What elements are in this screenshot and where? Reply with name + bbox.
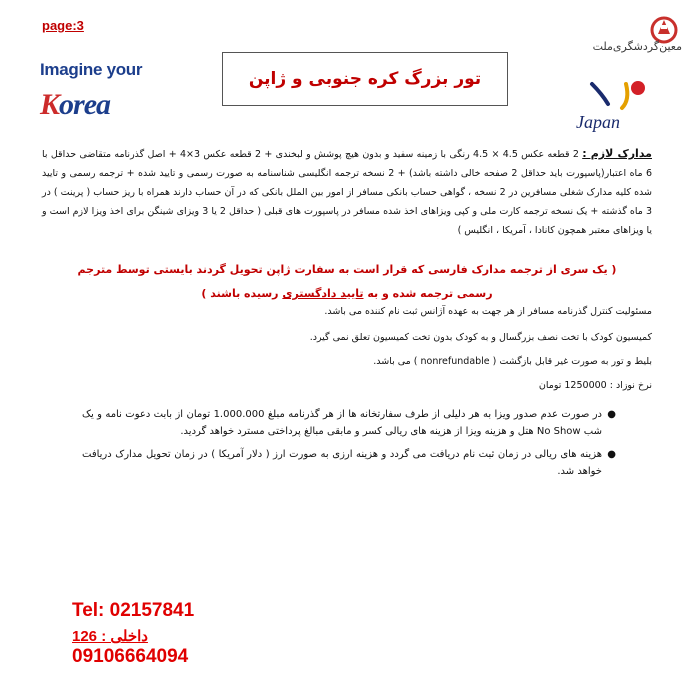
info-line-commission: کمیسیون کودک با تخت نصف بزرگسال و به کودک بدون تخت کمیسیون تعلق نمی گیرد. [309, 332, 652, 343]
brand-logo-icon [544, 12, 684, 62]
title-box [222, 52, 508, 106]
translation-note-line2 [42, 282, 652, 306]
info-line-infant-rate: نرخ نوزاد : 1250000 تومان [538, 380, 652, 391]
translation-note [42, 258, 652, 306]
list-item [82, 406, 616, 440]
note-part-b: تایید دادگستری [282, 287, 364, 300]
japan-logo-icon [572, 78, 656, 134]
page-number: page:3 [42, 18, 84, 33]
list-item-text: در صورت عدم صدور ویزا به هر دلیلی از طرف سفارتخانه ها از هر گذرنامه مبلغ 1.000.000 تومان از بابت دعوت نامه و یک شب No Show هتل و هزینه ویزا از هزینه های ریالی کسر و مابقی مبالغ پرداختی مسترد خواهد گردید. [82, 409, 602, 437]
japan-logo-text: Japan [576, 112, 620, 132]
korea-logo-k: K [40, 88, 60, 121]
info-line-nonrefundable: بلیط و تور به صورت غیر قابل بازگشت ( nonrefundable ) می باشد. [373, 356, 652, 367]
translation-note-line1: ( یک سری از ترجمه مدارک فارسی که قرار است به سفارت ژاپن تحویل گردند بایستی توسط مترجم [77, 263, 617, 276]
bullet-icon: ● [607, 449, 616, 460]
korea-logo-rest: orea [59, 88, 111, 121]
korea-logo [40, 60, 180, 124]
documents-label: مدارک لازم : [582, 147, 652, 160]
terms-list [82, 406, 616, 486]
brand-name: معین‌گردشگری‌ملت [592, 40, 682, 53]
contact-ext: داخلی : 126 [72, 628, 148, 645]
list-item [82, 446, 616, 480]
contact-mobile: 09106664094 [72, 646, 189, 667]
info-line-passport: مسئولیت کنترل گذرنامه مسافر از هر جهت به عهده آژانس ثبت نام کننده می باشد. [324, 306, 652, 317]
note-part-c: رسیده باشند ) [201, 287, 283, 300]
page-title: تور بزرگ کره جنوبی و ژاپن [248, 69, 482, 89]
bullet-icon: ● [607, 409, 616, 420]
documents-paragraph [42, 144, 652, 240]
documents-body: 2 قطعه عکس 4.5 × 4.5 رنگی با زمینه سفید و بدون هیچ پوشش و لبخندی + 2 قطعه عکس 3×4 + اصل گذرنامه متقاضی حداقل با 6 ماه اعتبار(پاسپورت باید حداقل 2 صفحه خالی داشته باشد) + 2 نسخه ترجمه انگلیسی شناسنامه به صورت رسمی و تایید شده + ترجمه رسمی و تایید شده کلیه مدارک شغلی مسافرین در 2 نسخه ، گواهی حساب بانکی مسافر از امور بین الملل بانکی که در آن حساب دارند همراه با ریز حساب ( پرینت ) در 3 ماه گذشته + یک نسخه ترجمه کارت ملی و کپی ویزاهای اخذ شده مسافر در پاسپورت های قبلی ( حداقل 2 یا 3 ویزای شینگن برای اخذ ویزا لازم است و یا ویزاهای معتبر همچون کانادا ، آمریکا ، انگلیس ) [42, 149, 653, 236]
list-item-text: هزینه های ریالی در زمان ثبت نام دریافت می گردد و هزینه ارزی به صورت ارز ( دلار آمریکا ) در زمان تحویل مدارک دریافت خواهد شد. [82, 449, 602, 477]
korea-logo-line2 [40, 88, 110, 122]
note-part-a: رسمی ترجمه شده و به [363, 287, 493, 300]
contact-tel: Tel: 02157841 [72, 600, 195, 621]
korea-logo-line1: Imagine your [40, 60, 143, 79]
